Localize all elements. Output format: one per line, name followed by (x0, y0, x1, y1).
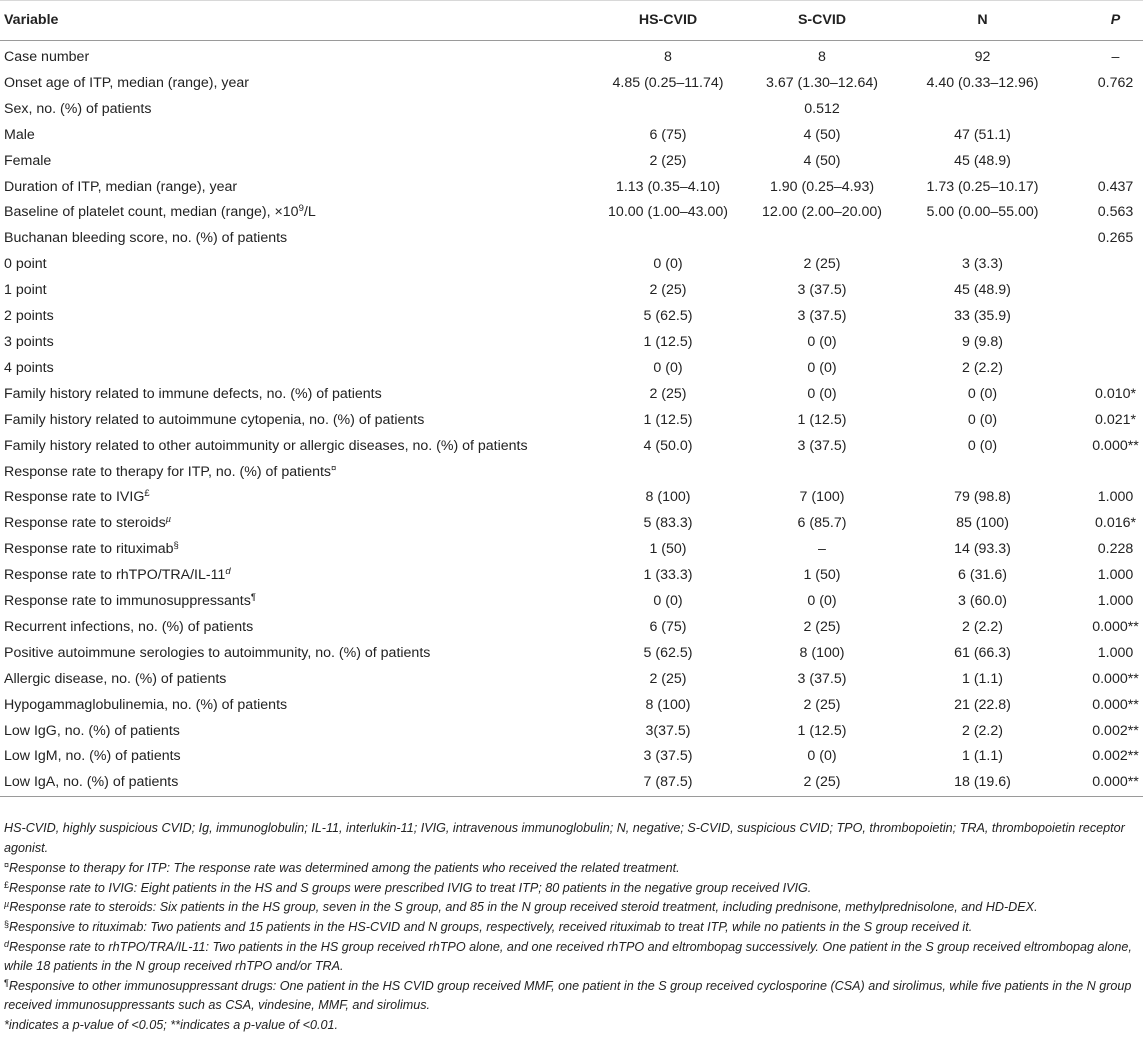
footnote-significance: *indicates a p-value of <0.05; **indicates a p-value of <0.01. (4, 1017, 338, 1032)
cell-p (1064, 330, 1143, 356)
cell-n: 4.40 (0.33–12.96) (926, 74, 1039, 91)
cell-n: 21 (22.8) (954, 696, 1011, 713)
cell-hs-cvid (589, 226, 743, 252)
header-variable: Variable (0, 1, 589, 41)
cell-s-cvid: 7 (100) (799, 489, 845, 506)
variable-label: Duration of ITP, median (range), year (4, 178, 238, 195)
variable-label: Family history related to autoimmune cytopenia, no. (%) of patients (4, 411, 425, 428)
footnote-symbol: d (4, 938, 10, 949)
footnote-text: Responsive to other immunosuppressant drugs: One patient in the HS CVID group received MMF, one patient in the S group received cyclosporine (CSA) and sirolimus, while five patients in the N group received immunosuppressants such as CSA, vindesine, MMF, and sirolimus. (4, 978, 1132, 1013)
cell-variable (0, 175, 589, 201)
cell-p (1064, 123, 1143, 149)
cell-n: 1.73 (0.25–10.17) (926, 178, 1039, 195)
cell-p: – (1111, 49, 1120, 65)
variable-label: Female (4, 152, 52, 169)
cell-variable (0, 304, 589, 330)
footnote-mark: £ (144, 488, 150, 500)
variable-label: 1 point (4, 282, 47, 299)
variable-label-unit: /L (303, 204, 316, 221)
cell-p: 0.563 (1097, 204, 1134, 221)
variable-label: Allergic disease, no. (%) of patients (4, 670, 227, 687)
table-header-row (0, 1, 1143, 41)
cell-hs-cvid: 10.00 (1.00–43.00) (608, 204, 728, 221)
cell-n: 14 (93.3) (954, 541, 1011, 558)
cell-variable (0, 200, 589, 226)
cell-p: 0.000** (1092, 670, 1139, 687)
cell-s-cvid: 2 (25) (803, 256, 841, 273)
cell-n: 1 (1.1) (961, 670, 1003, 687)
variable-label: Onset age of ITP, median (range), year (4, 74, 249, 91)
cell-variable (0, 589, 589, 615)
cell-variable (0, 278, 589, 304)
cell-hs-cvid: 6 (75) (649, 618, 687, 635)
footnote-abbreviations: HS-CVID, highly suspicious CVID; Ig, immunoglobulin; IL-11, interlukin-11; IVIG, intravenous immunoglobulin; N, negative; S-CVID, suspicious CVID; TPO, thrombopoietin; TRA, thrombopoietin receptor agonist. (4, 821, 1125, 855)
table-row (0, 97, 1143, 123)
cell-n: 18 (19.6) (897, 770, 1064, 796)
cell-hs-cvid: 4 (50.0) (643, 437, 693, 454)
cell-s-cvid: 2 (25) (743, 770, 897, 796)
cell-n: 33 (35.9) (954, 308, 1011, 325)
cell-s-cvid: 1.90 (0.25–4.93) (769, 178, 875, 195)
table-row (0, 770, 1143, 796)
variable-label: Low IgG, no. (%) of patients (4, 722, 180, 739)
table-row (0, 589, 1143, 615)
cell-variable (0, 408, 589, 434)
cell-n: 2 (2.2) (961, 722, 1003, 739)
footnote-item (4, 977, 1139, 1016)
table-footnotes (4, 819, 1139, 1036)
cell-p: 0.000** (1064, 770, 1143, 796)
cell-s-cvid: 2 (25) (803, 618, 841, 635)
table-row (0, 641, 1143, 667)
cell-variable (0, 330, 589, 356)
variable-label: 3 points (4, 333, 54, 350)
cell-n: 45 (48.9) (954, 282, 1011, 299)
cell-hs-cvid: 8 (100) (645, 696, 691, 713)
cell-hs-cvid: 2 (25) (649, 385, 687, 402)
cell-hs-cvid: 1.13 (0.35–4.10) (615, 178, 721, 195)
cell-p: 0.000** (1092, 618, 1139, 635)
variable-label: Baseline of platelet count, median (range), ×10 (4, 204, 299, 221)
cell-p: 1.000 (1097, 593, 1134, 610)
header-s-cvid: S-CVID (743, 1, 897, 41)
cell-s-cvid: 6 (85.7) (797, 515, 847, 532)
cell-hs-cvid: 5 (62.5) (643, 644, 693, 661)
cell-s-cvid (743, 460, 897, 486)
table-row (0, 149, 1143, 175)
cell-hs-cvid: 0 (0) (653, 256, 683, 273)
variable-label: Response rate to IVIG (4, 489, 145, 506)
variable-label: Response rate to therapy for ITP, no. (%) of patients (4, 463, 332, 480)
footnote-list (4, 859, 1139, 1016)
cell-s-cvid: 2 (25) (803, 696, 841, 713)
cell-n: 92 (974, 49, 991, 65)
cell-s-cvid: 0 (0) (807, 333, 837, 350)
cell-variable (0, 693, 589, 719)
cell-variable (0, 252, 589, 278)
cell-n: 2 (2.2) (961, 618, 1003, 635)
cell-p: 0.762 (1097, 74, 1134, 91)
variable-label: Hypogammaglobulinemia, no. (%) of patients (4, 696, 288, 713)
cell-p: 0.265 (1097, 230, 1134, 247)
cell-s-cvid: 3 (37.5) (797, 308, 847, 325)
cell-p (1064, 278, 1143, 304)
cell-variable (0, 615, 589, 641)
cell-hs-cvid: 1 (12.5) (643, 411, 693, 428)
table-row (0, 667, 1143, 693)
variable-label: Family history related to immune defects, no. (%) of patients (4, 385, 382, 402)
cell-s-cvid: 4 (50) (803, 152, 841, 169)
table-row (0, 304, 1143, 330)
cell-n: 9 (9.8) (961, 333, 1003, 350)
cell-hs-cvid: 2 (25) (649, 282, 687, 299)
cell-variable (0, 149, 589, 175)
cell-hs-cvid: 0 (0) (653, 593, 683, 610)
cell-p (1064, 460, 1143, 486)
cell-hs-cvid: 2 (25) (649, 670, 687, 687)
table-row (0, 744, 1143, 770)
cell-hs-cvid: 3(37.5) (645, 722, 691, 739)
footnote-text: Response rate to IVIG: Eight patients in the HS and S groups were prescribed IVIG to treat ITP; 80 patients in the negative group received IVIG. (9, 880, 812, 895)
footnote-mark: ¶ (250, 592, 256, 604)
cell-variable (0, 563, 589, 589)
header-hs-cvid: HS-CVID (589, 1, 743, 41)
table-row (0, 537, 1143, 563)
table-row (0, 693, 1143, 719)
table-row (0, 41, 1143, 71)
footnote-mark: d (225, 566, 231, 578)
cell-n (897, 460, 1064, 486)
footnote-mark: 9 (298, 203, 304, 215)
variable-label: 2 points (4, 308, 54, 325)
cell-n: 1 (1.1) (961, 748, 1003, 765)
cell-n: 61 (66.3) (954, 644, 1011, 661)
cell-variable (0, 356, 589, 382)
cell-hs-cvid (589, 97, 743, 123)
cell-p (1064, 252, 1143, 278)
variable-label: Low IgA, no. (%) of patients (4, 774, 179, 791)
cell-n: 0 (0) (967, 411, 998, 428)
cell-p (1064, 356, 1143, 382)
table-row (0, 226, 1143, 252)
cell-s-cvid: 8 (818, 49, 826, 65)
cell-p (1064, 149, 1143, 175)
cell-variable (0, 770, 589, 796)
table-row (0, 408, 1143, 434)
cell-hs-cvid: 1 (33.3) (643, 567, 693, 584)
cell-s-cvid (743, 226, 897, 252)
cell-hs-cvid: 6 (75) (649, 126, 687, 143)
cell-s-cvid: 1 (50) (803, 567, 841, 584)
footnote-symbol: § (4, 918, 10, 929)
cell-s-cvid: 3 (37.5) (797, 282, 847, 299)
cell-s-cvid: 3 (37.5) (797, 437, 847, 454)
cell-variable (0, 641, 589, 667)
cell-n: 0 (0) (967, 437, 998, 454)
table-row (0, 330, 1143, 356)
cell-variable (0, 485, 589, 511)
cell-variable (0, 226, 589, 252)
variable-label: Buchanan bleeding score, no. (%) of patients (4, 230, 288, 247)
table-row (0, 71, 1143, 97)
header-p: P (1064, 1, 1143, 41)
cell-n: 6 (31.6) (958, 567, 1007, 584)
cell-s-cvid: 3 (37.5) (797, 670, 847, 687)
footnote-item (4, 938, 1139, 977)
cell-s-cvid: 1 (12.5) (797, 411, 847, 428)
footnote-text: Responsive to rituximab: Two patients and 15 patients in the HS-CVID and N groups, respectively, received rituximab to treat ITP, while no patients in the S group received it. (9, 919, 973, 934)
cell-n: 45 (48.9) (954, 152, 1011, 169)
cell-n: 3 (60.0) (958, 593, 1007, 610)
footnote-item (4, 898, 1139, 918)
cell-hs-cvid: 2 (25) (649, 152, 687, 169)
cell-s-cvid: 0 (0) (807, 385, 837, 402)
cell-n: 47 (51.1) (954, 126, 1011, 143)
cell-s-cvid: 4 (50) (803, 126, 841, 143)
cell-variable (0, 537, 589, 563)
footnote-symbol: µ (4, 899, 10, 910)
cell-s-cvid: 0 (0) (807, 748, 837, 765)
cell-p: 1.000 (1097, 644, 1134, 661)
variable-label: Response rate to rituximab (4, 541, 174, 558)
table-row (0, 200, 1143, 226)
cell-variable (0, 667, 589, 693)
cell-p: 0.228 (1097, 541, 1134, 558)
cell-hs-cvid: 3 (37.5) (643, 748, 693, 765)
cell-hs-cvid: 4.85 (0.25–11.74) (612, 74, 724, 91)
cell-n: 5.00 (0.00–55.00) (926, 204, 1039, 221)
cell-s-cvid: 0 (0) (807, 593, 837, 610)
cell-variable (0, 41, 589, 71)
cell-n: 79 (98.8) (954, 489, 1011, 506)
table-row (0, 382, 1143, 408)
variable-label: 0 point (4, 256, 47, 273)
cell-variable (0, 434, 589, 460)
variable-label: Response rate to rhTPO/TRA/IL-11 (4, 567, 226, 584)
variable-label: Response rate to steroids (4, 515, 166, 532)
cell-n: 0 (0) (967, 385, 998, 402)
cell-n (897, 97, 1064, 123)
footnote-item (4, 879, 1139, 899)
table-row (0, 460, 1143, 486)
variable-label: 4 points (4, 359, 54, 376)
cell-n: 85 (100) (956, 515, 1009, 532)
footnote-mark: ¤ (331, 462, 337, 474)
table-row (0, 434, 1143, 460)
footnote-symbol: £ (4, 879, 10, 890)
table-row (0, 175, 1143, 201)
cell-p (1064, 97, 1143, 123)
cell-s-cvid: 0 (0) (807, 359, 837, 376)
variable-label: Male (4, 126, 35, 143)
cell-hs-cvid: 1 (50) (649, 541, 687, 558)
cell-s-cvid: 3.67 (1.30–12.64) (765, 74, 878, 91)
cell-s-cvid: 12.00 (2.00–20.00) (762, 204, 882, 221)
table-row (0, 123, 1143, 149)
table-body (0, 41, 1143, 797)
cell-s-cvid: 8 (100) (799, 644, 845, 661)
cell-variable (0, 744, 589, 770)
table-row (0, 563, 1143, 589)
table-row (0, 278, 1143, 304)
cell-hs-cvid: 0 (0) (653, 359, 683, 376)
cell-variable (0, 123, 589, 149)
cell-n: 3 (3.3) (961, 256, 1003, 273)
cell-p: 1.000 (1097, 489, 1134, 506)
table-row (0, 615, 1143, 641)
table-row (0, 511, 1143, 537)
cell-p: 0.002** (1092, 748, 1139, 765)
footnote-mark: µ (165, 514, 172, 526)
table-row (0, 719, 1143, 745)
cell-variable (0, 71, 589, 97)
cell-p: 0.021* (1094, 411, 1137, 428)
cell-variable (0, 382, 589, 408)
variable-label: Case number (4, 49, 90, 65)
cell-p: 0.010* (1094, 385, 1137, 402)
cell-p: 0.437 (1097, 178, 1134, 195)
cell-p: 1.000 (1097, 567, 1134, 584)
footnote-symbol: ¤ (4, 860, 10, 871)
cell-variable (0, 460, 589, 486)
cell-n (897, 226, 1064, 252)
footnote-mark: § (173, 540, 179, 552)
footnote-symbol: ¶ (4, 977, 9, 988)
table-row (0, 252, 1143, 278)
variable-label: Family history related to other autoimmunity or allergic diseases, no. (%) of patients (4, 437, 528, 454)
table-row (0, 356, 1143, 382)
variable-label: Positive autoimmune serologies to autoimmunity, no. (%) of patients (4, 644, 431, 661)
cell-hs-cvid: 5 (83.3) (643, 515, 693, 532)
variable-label: Sex, no. (%) of patients (4, 100, 152, 117)
cell-p (1064, 304, 1143, 330)
header-n: N (897, 1, 1064, 41)
cell-s-cvid: 1 (12.5) (797, 722, 847, 739)
cell-p: 0.000** (1092, 437, 1139, 454)
cell-p: 0.016* (1094, 515, 1137, 532)
footnote-item (4, 918, 1139, 938)
variable-label: Recurrent infections, no. (%) of patients (4, 618, 254, 635)
cell-hs-cvid: 8 (100) (645, 489, 691, 506)
table-row (0, 485, 1143, 511)
cell-variable (0, 97, 589, 123)
footnote-item (4, 859, 1139, 879)
footnote-text: Response rate to steroids: Six patients in the HS group, seven in the S group, and 85 in the N group received steroid treatment, including prednisone, methylprednisolone, and HD-DEX. (9, 900, 1038, 915)
cell-hs-cvid (589, 460, 743, 486)
footnote-text: Response to therapy for ITP: The response rate was determined among the patients who received the related treatment. (9, 861, 680, 876)
cell-variable (0, 719, 589, 745)
cell-hs-cvid: 1 (12.5) (643, 333, 693, 350)
variable-label: Response rate to immunosuppressants (4, 593, 251, 610)
cell-n: 2 (2.2) (961, 359, 1003, 376)
cell-p: 0.000** (1092, 696, 1139, 713)
variable-label: Low IgM, no. (%) of patients (4, 748, 181, 765)
cell-p: 0.002** (1092, 722, 1139, 739)
cell-s-cvid: 0.512 (804, 100, 840, 117)
cell-hs-cvid: 8 (664, 49, 672, 65)
cell-variable (0, 511, 589, 537)
cell-hs-cvid: 5 (62.5) (643, 308, 693, 325)
footnote-text: Response rate to rhTPO/TRA/IL-11: Two patients in the HS group received rhTPO alone, and one received rhTPO and eltrombopag successively. One patient in the S group received eltrombopag alone, while 18 patients in the N group received rhTPO and/or TRA. (4, 939, 1132, 974)
cell-hs-cvid: 7 (87.5) (589, 770, 743, 796)
cell-s-cvid: – (818, 541, 826, 558)
